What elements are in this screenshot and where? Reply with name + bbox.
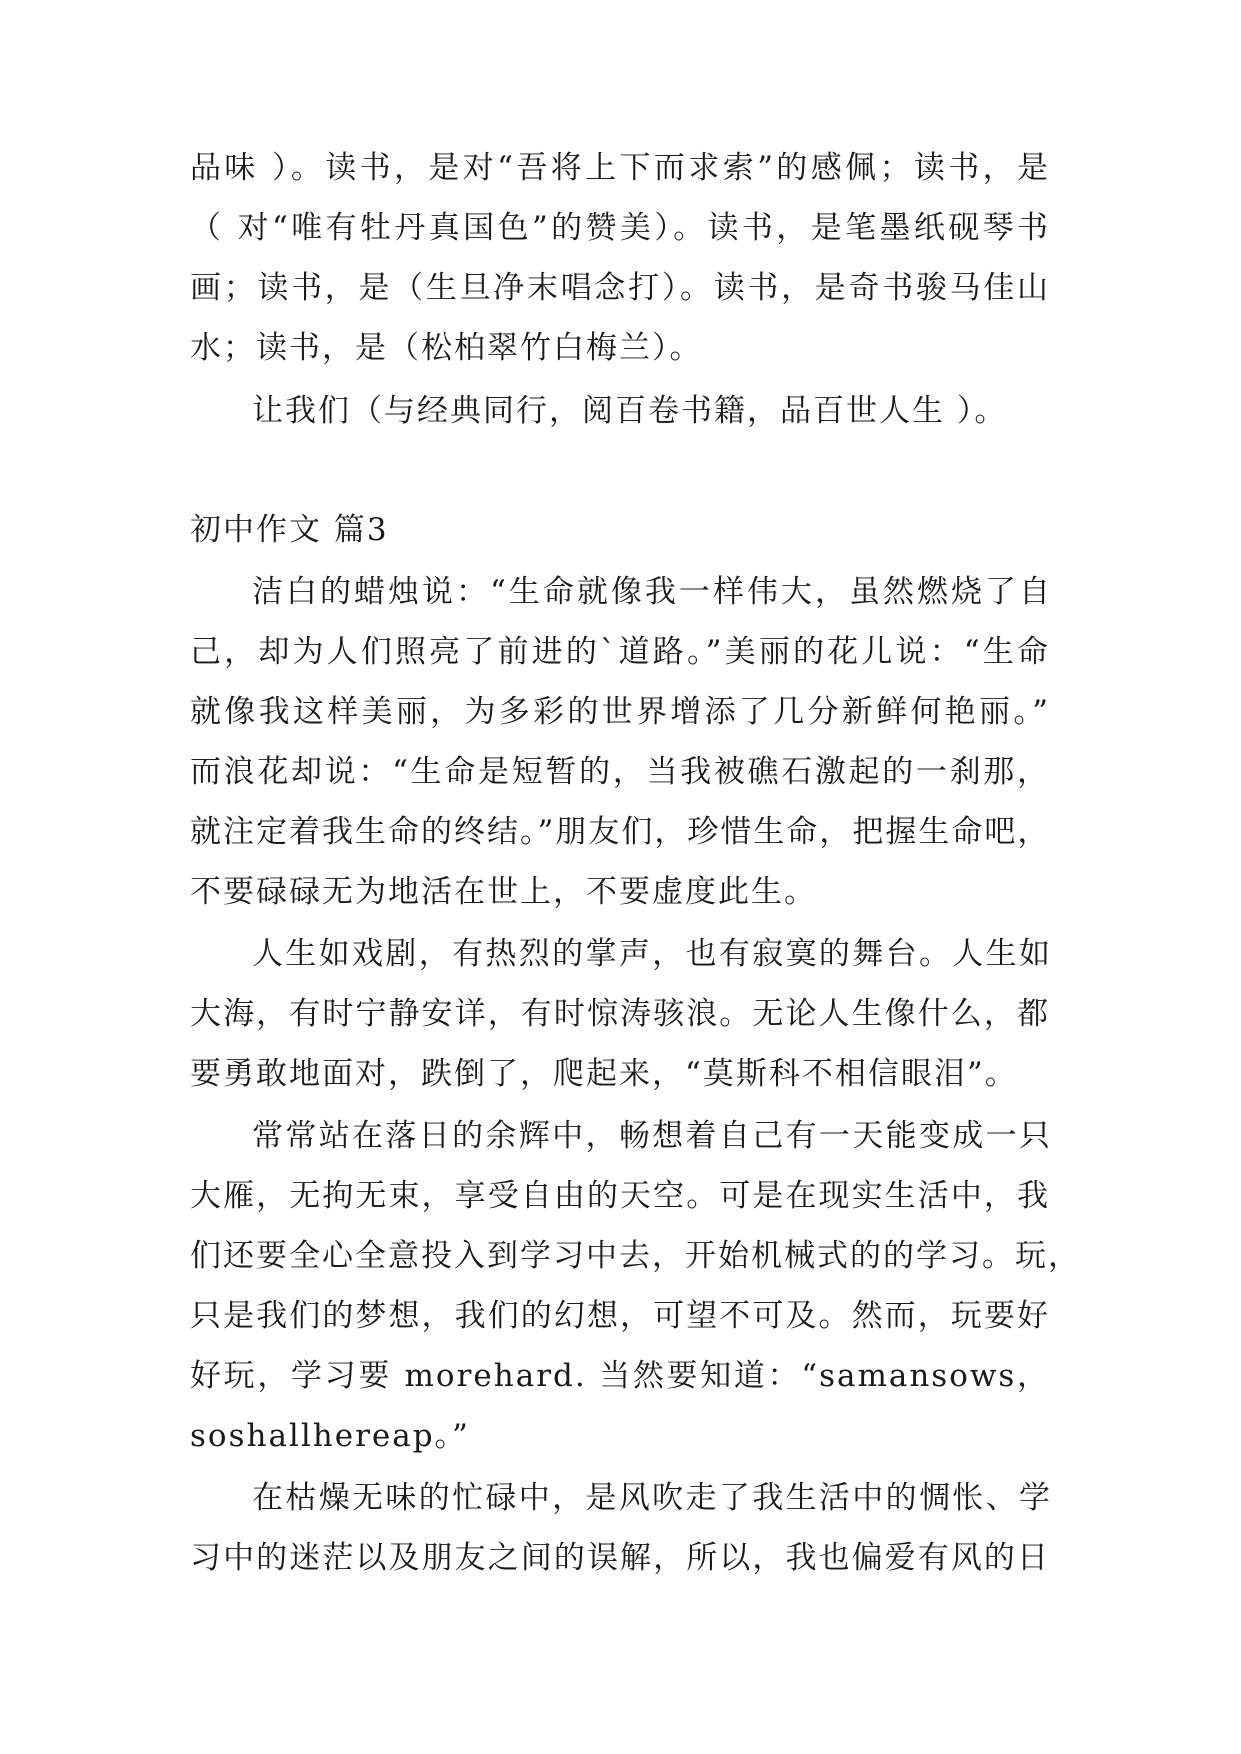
- text-line: 画；读书，是（生旦净末唱念打）。读书，是奇书骏马佳山: [190, 270, 1050, 306]
- text-line: 习中的迷茫以及朋友之间的误解，所以，我也偏爱有风的日: [190, 1540, 1050, 1576]
- text-line: 就像我这样美丽，为多彩的世界增添了几分新鲜何艳丽。”: [190, 694, 1050, 730]
- text-line: 人生如戏剧，有热烈的掌声，也有寂寞的舞台。人生如: [252, 936, 1052, 972]
- text-line: 只是我们的梦想，我们的幻想，可望不可及。然而，玩要好: [190, 1298, 1050, 1334]
- text-line: 洁白的蜡烛说：“生命就像我一样伟大，虽然燃烧了自: [252, 574, 1052, 610]
- text-line: 不要碌碌无为地活在世上，不要虚度此生。: [190, 874, 817, 910]
- section-heading: 初中作文 篇3: [190, 512, 389, 548]
- text-line: 品味 ）。读书，是对“吾将上下而求索”的感佩；读书，是: [190, 150, 1050, 186]
- text-line: 大雁，无拘无束，享受自由的天空。可是在现实生活中，我: [190, 1178, 1050, 1214]
- text-line: 而浪花却说：“生命是短暂的，当我被礁石激起的一刹那，: [190, 754, 1050, 790]
- text-line: 己，却为人们照亮了前进的`道路。”美丽的花儿说：“生命: [190, 634, 1050, 670]
- text-line: （ 对“唯有牡丹真国色”的赞美）。读书，是笔墨纸砚琴书: [190, 210, 1050, 246]
- text-line: 们还要全心全意投入到学习中去，开始机械式的的学习。玩，: [190, 1238, 1081, 1274]
- text-line: 水；读书，是（松柏翠竹白梅兰）。: [190, 330, 703, 366]
- text-line: 要勇敢地面对，跌倒了，爬起来，“莫斯科不相信眼泪”。: [190, 1056, 1018, 1092]
- text-line: 大海，有时宁静安详，有时惊涛骇浪。无论人生像什么，都: [190, 996, 1050, 1032]
- text-line: 常常站在落日的余辉中，畅想着自己有一天能变成一只: [252, 1118, 1052, 1154]
- text-line: 在枯燥无味的忙碌中，是风吹走了我生活中的惆怅、学: [252, 1480, 1052, 1516]
- text-line: soshallhereap。”: [190, 1418, 470, 1454]
- text-line: 就注定着我生命的终结。”朋友们，珍惜生命，把握生命吧，: [190, 814, 1051, 850]
- text-line: 好玩，学习要 morehard. 当然要知道：“samansows，: [190, 1358, 1050, 1394]
- text-line: 让我们（与经典同行，阅百卷书籍，品百世人生 ）。: [252, 393, 1008, 429]
